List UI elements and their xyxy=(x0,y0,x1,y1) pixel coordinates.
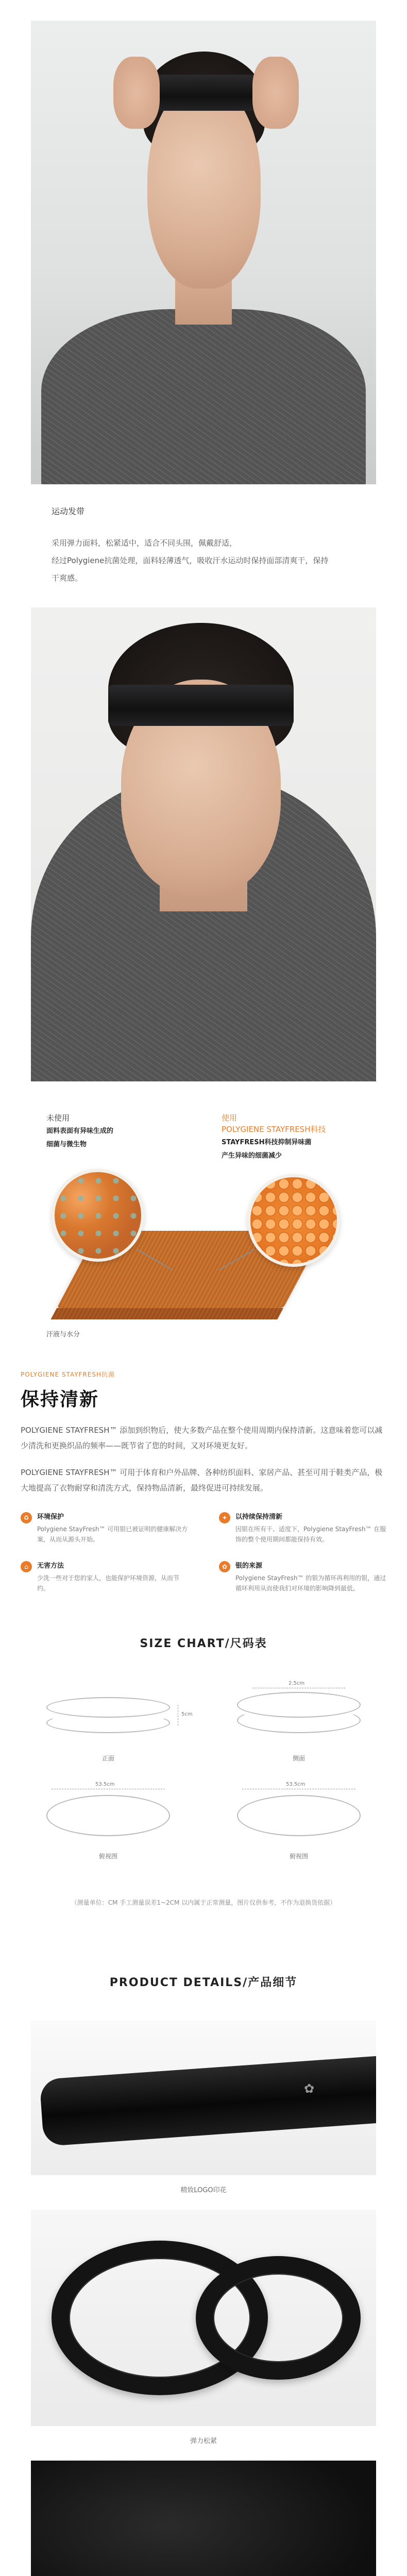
circumference-dim-label: 53.5cm xyxy=(95,1782,115,1787)
polygiene-section xyxy=(0,1339,407,1594)
feature-desc: 因银在所有干、适度下，Polygiene StayFresh™ 在服饰的整个使用期间都能保持有效。 xyxy=(235,1526,386,1543)
bacteria-dots xyxy=(55,1172,141,1259)
home-icon: ⌂ xyxy=(21,1561,32,1572)
caption-line: 经过Polygiene抗菌处理，面料轻薄透气，吸收汗水运动时保持面部清爽干，保持 xyxy=(52,556,329,565)
treated-subtitle: STAYFRESH科技抑制异味菌 xyxy=(222,1139,312,1146)
width-dim-label: 2.5cm xyxy=(289,1681,305,1686)
logo-icon: ✿ xyxy=(304,2081,315,2096)
hoodie-shape xyxy=(41,309,366,484)
untreated-title: 未使用 xyxy=(46,1113,70,1123)
face-shape xyxy=(147,82,261,289)
circumference-dim-label: 53.5cm xyxy=(286,1782,306,1787)
size-chart-title: SIZE CHART/尺码表 xyxy=(140,1637,267,1650)
moisture-label: 汗液与水分 xyxy=(46,1331,80,1338)
details-title: PRODUCT DETAILS/产品细节 xyxy=(109,1976,298,1989)
size-chart-section xyxy=(0,1594,407,1907)
feature-item xyxy=(21,1560,188,1594)
height-dim-label: 5cm xyxy=(181,1711,193,1717)
size-note: （测量单位：CM 手工测量误差1~2CM 以内属于正常测量，图片仅供参考，不作为退换货依据） xyxy=(71,1899,336,1906)
feature-item xyxy=(21,1511,188,1545)
flower-icon: ✿ xyxy=(219,1561,230,1572)
feature-title: 以持续保持清新 xyxy=(235,1513,283,1521)
feature-title: 银的来源 xyxy=(235,1562,263,1570)
model-photo-front xyxy=(31,21,376,484)
sparkle-icon: ✦ xyxy=(219,1512,230,1523)
treated-column xyxy=(222,1112,376,1162)
right-hand-shape xyxy=(252,57,299,129)
product-detail-page xyxy=(0,21,407,2576)
recycle-icon: ♻ xyxy=(21,1512,32,1523)
treated-title: POLYGIENE STAYFRESH科技 xyxy=(222,1125,326,1134)
caption-line: 干爽感。 xyxy=(52,573,83,583)
feature-desc: 少洗一些对于您的家人，也能保护环境资源，从而节约。 xyxy=(37,1574,180,1592)
detail-photo-fabric xyxy=(31,2461,376,2576)
feature-item xyxy=(219,1560,386,1594)
fiber-dots xyxy=(250,1177,337,1264)
band-top-view-2 xyxy=(237,1795,361,1836)
headband-loop xyxy=(196,2256,361,2380)
fabric-comparison xyxy=(31,1112,376,1339)
caption-text xyxy=(52,534,355,587)
untreated-subtitle: 细菌与微生物 xyxy=(46,1141,87,1148)
product-details-section xyxy=(0,1907,407,2576)
detail-photo-logo xyxy=(31,2021,376,2175)
top-view-label: 俯视图 xyxy=(98,1853,117,1860)
feature-desc: Polygiene StayFresh™ 的银为循环再利用的银，通过循环利用从而使我们对环境的影响降到最低。 xyxy=(235,1574,386,1592)
front-label: 正面 xyxy=(101,1755,114,1762)
headband-strip xyxy=(39,2055,376,2147)
untreated-magnify-bubble xyxy=(52,1169,144,1262)
treated-magnify-bubble xyxy=(247,1174,340,1267)
top-view-label: 俯视图 xyxy=(289,1853,308,1860)
detail-caption: 精致LOGO印花 xyxy=(180,2187,227,2194)
caption-title: 运动发带 xyxy=(52,506,85,516)
detail-photo-stretch xyxy=(31,2210,376,2426)
polygiene-heading: 保持清新 xyxy=(21,1389,99,1410)
polygiene-paragraph: POLYGIENE STAYFRESH™ 添加到织物后，使大多数产品在整个使用周期内保持清新。这意味着您可以减少清洗和更换织品的频率——既节省了您的时间，又对环境更友好。 xyxy=(21,1426,383,1450)
size-diagrams xyxy=(31,1676,376,1883)
fabric-illustration xyxy=(31,1169,376,1324)
detail-caption: 弹力松紧 xyxy=(190,2437,217,2445)
hero-caption xyxy=(0,484,407,607)
untreated-column xyxy=(46,1112,201,1150)
band-top-view xyxy=(46,1795,170,1836)
left-hand-shape xyxy=(113,57,160,129)
feature-title: 无害方法 xyxy=(37,1562,64,1570)
treated-title: 使用 xyxy=(222,1113,238,1123)
side-label: 侧面 xyxy=(292,1755,305,1762)
untreated-subtitle: 面料表面有异味生成的 xyxy=(46,1127,114,1135)
band-side-bottom xyxy=(237,1707,361,1733)
model-photo-side xyxy=(31,607,376,1081)
polygiene-features xyxy=(21,1511,386,1594)
polygiene-kicker: POLYGIENE STAYFRESH抗菌 xyxy=(21,1371,115,1378)
feature-item xyxy=(219,1511,386,1545)
band-front-bottom xyxy=(46,1713,170,1733)
polygiene-paragraph: POLYGIENE STAYFRESH™ 可用于体育和户外品牌、各种纺织面料、家居产品、甚至可用于鞋类产品，极大地提高了衣物耐穿和清洗方式，保持物品清新，最终促进可持续发展。 xyxy=(21,1468,383,1493)
caption-line: 采用弹力面料，松紧适中，适合不同头围，佩戴舒适， xyxy=(52,538,238,548)
feature-title: 环境保护 xyxy=(37,1513,64,1521)
headband-shape xyxy=(108,685,294,726)
treated-subtitle: 产生异味的细菌减少 xyxy=(222,1152,282,1160)
feature-desc: Polygiene StayFresh™ 可用银已被证明的健康解决方案，从而从源头开始。 xyxy=(37,1526,188,1543)
